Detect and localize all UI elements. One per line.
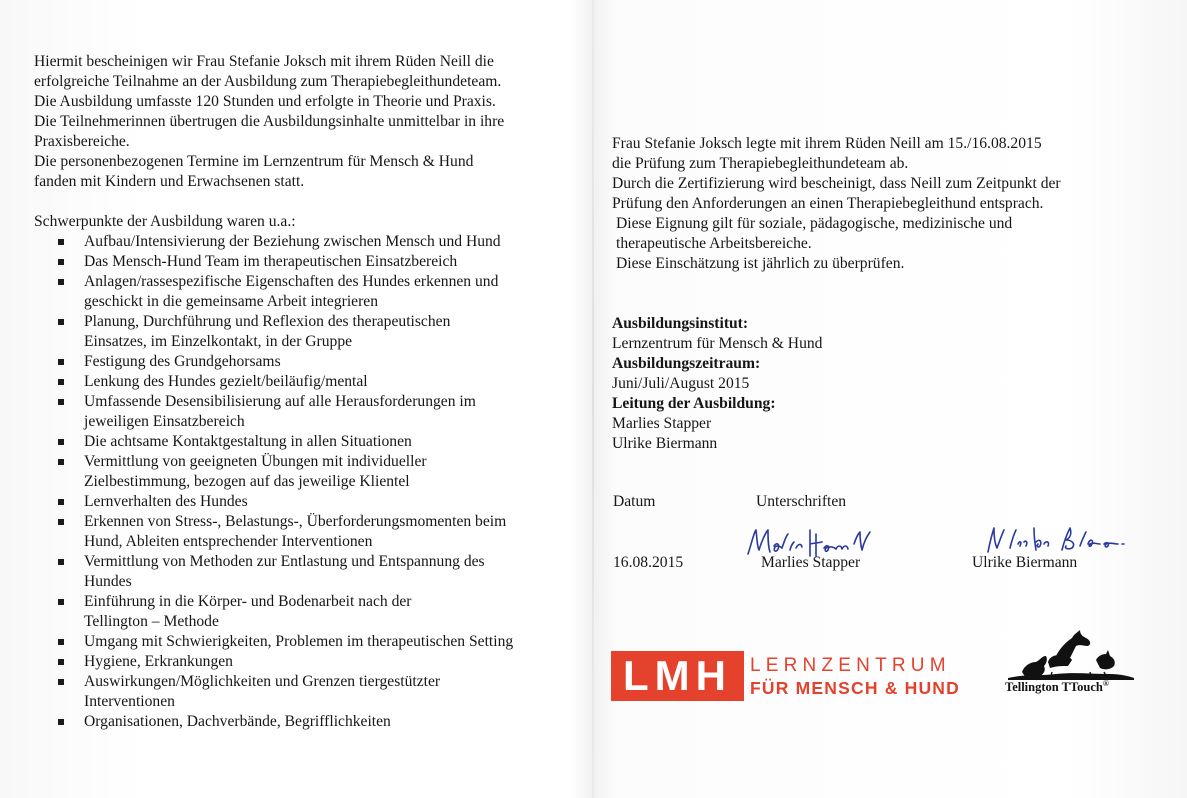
signer-1-name: Marlies Stapper [761, 554, 861, 571]
topic-item [34, 592, 574, 632]
exam-line: Diese Eignung gilt für soziale, pädagogische, medizinische und [616, 215, 1013, 232]
signatures-label: Unterschriften [756, 493, 847, 510]
topic-line: Anlagen/rassespezifische Eigenschaften des Hundes erkennen und [84, 273, 499, 290]
exam-line: Diese Einschätzung ist jährlich zu überprüfen. [616, 255, 905, 272]
topic-line: Die achtsame Kontaktgestaltung in allen Situationen [84, 433, 412, 450]
ttouch-label [1005, 679, 1109, 695]
topic-item [34, 232, 574, 252]
lmh-line-2: FÜR MENSCH & HUND [750, 678, 960, 698]
topic-item [34, 512, 574, 552]
topic-item [34, 312, 574, 352]
topic-line: Hundes [84, 573, 132, 590]
exam-paragraph [612, 134, 1172, 274]
intro-line: erfolgreiche Teilnahme an der Ausbildung zum Therapiebegleithundeteam. [34, 73, 502, 90]
topic-line: Einsatzes, im Einzelkontakt, in der Gruppe [84, 333, 353, 350]
topic-item [34, 372, 574, 392]
date-value: 16.08.2015 [613, 554, 684, 571]
topic-item [34, 552, 574, 592]
intro-line: Die Teilnehmerinnen übertrugen die Ausbildungsinhalte unmittelbar in ihre [34, 113, 505, 130]
topic-line: Umgang mit Schwierigkeiten, Problemen im therapeutischen Setting [84, 633, 514, 650]
training-info [612, 314, 822, 454]
topic-line: Aufbau/Intensivierung der Beziehung zwischen Mensch und Hund [84, 233, 501, 250]
lead-name-2: Ulrike Biermann [612, 435, 718, 452]
topic-item [34, 632, 574, 652]
topic-item [34, 392, 574, 432]
signature-biermann [984, 520, 1134, 556]
topic-line: Hund, Ableiten entsprechender Interventionen [84, 533, 373, 550]
exam-line: Frau Stefanie Joksch legte mit ihrem Rüden Neill am 15./16.08.2015 [612, 135, 1042, 152]
intro-line: Die personenbezogenen Termine im Lernzentrum für Mensch & Hund [34, 153, 474, 170]
topic-item [34, 652, 574, 672]
topic-line: Vermittlung von Methoden zur Entlastung und Entspannung des [84, 553, 485, 570]
exam-line: Prüfung den Anforderungen an einen Therapiebegleithund entsprach. [612, 195, 1044, 212]
lmh-logo [611, 651, 961, 701]
topic-item [34, 352, 574, 372]
institute-value: Lernzentrum für Mensch & Hund [612, 335, 823, 352]
topic-line: Planung, Durchführung und Reflexion des therapeutischen [84, 313, 451, 330]
topic-item [34, 712, 574, 732]
exam-line: therapeutische Arbeitsbereiche. [616, 235, 812, 252]
topic-line: Einführung in die Körper- und Bodenarbeit nach der [84, 593, 412, 610]
topic-item [34, 452, 574, 492]
topic-line: Zielbestimmung, bezogen auf das jeweilige Klientel [84, 473, 410, 490]
topics-title: Schwerpunkte der Ausbildung waren u.a.: [34, 213, 296, 230]
registered-mark: ® [1102, 679, 1109, 688]
topic-line: Erkennen von Stress-, Belastungs-, Überforderungsmomenten beim [84, 513, 507, 530]
institute-label: Ausbildungsinstitut: [612, 315, 749, 332]
topic-item [34, 432, 574, 452]
intro-line: fanden mit Kindern und Erwachsenen statt. [34, 173, 305, 190]
topic-line: Vermittlung von geeigneten Übungen mit individueller [84, 453, 427, 470]
topic-item [34, 672, 574, 712]
signer-2-name: Ulrike Biermann [972, 554, 1078, 571]
topic-line: Lernverhalten des Hundes [84, 493, 248, 510]
lmh-line-1: LERNZENTRUM [750, 655, 951, 676]
period-value: Juni/Juli/August 2015 [612, 375, 750, 392]
topic-line: jeweiligen Einsatzbereich [84, 413, 245, 430]
lmh-mark: LMH [611, 651, 744, 701]
left-column [34, 52, 574, 732]
intro-line: Praxisbereiche. [34, 133, 130, 150]
topic-line: Hygiene, Erkrankungen [84, 653, 233, 670]
exam-line: Durch die Zertifizierung wird bescheinigt, dass Neill zum Zeitpunkt der [612, 175, 1061, 192]
topic-item [34, 252, 574, 272]
topic-item [34, 492, 574, 512]
date-label: Datum [613, 493, 656, 510]
intro-paragraph [34, 52, 574, 192]
lead-name-1: Marlies Stapper [612, 415, 712, 432]
topic-line: Umfassende Desensibilisierung auf alle Herausforderungen im [84, 393, 476, 410]
intro-line: Die Ausbildung umfasste 120 Stunden und erfolgte in Theorie und Praxis. [34, 93, 496, 110]
lead-label: Leitung der Ausbildung: [612, 395, 776, 412]
exam-line: die Prüfung zum Therapiebegleithundeteam ab. [612, 155, 909, 172]
topic-line: Tellington – Methode [84, 613, 219, 630]
topic-item [34, 272, 574, 312]
topic-line: Lenkung des Hundes gezielt/beiläufig/mental [84, 373, 368, 390]
intro-line: Hiermit bescheinigen wir Frau Stefanie Joksch mit ihrem Rüden Neill die [34, 53, 494, 70]
topic-line: Interventionen [84, 693, 175, 710]
ttouch-text: Tellington TTouch [1005, 680, 1103, 695]
topic-line: Organisationen, Dachverbände, Begrifflichkeiten [84, 713, 391, 730]
topics-list [34, 232, 574, 732]
topic-line: Festigung des Grundgehorsams [84, 353, 281, 370]
period-label: Ausbildungszeitraum: [612, 355, 761, 372]
topic-line: geschickt in die gemeinsame Arbeit integrieren [84, 293, 379, 310]
page-fold [592, 0, 594, 798]
lmh-wordmark [750, 655, 960, 699]
topic-line: Auswirkungen/Möglichkeiten und Grenzen tiergestützter [84, 673, 441, 690]
topic-line: Das Mensch-Hund Team im therapeutischen Einsatzbereich [84, 253, 458, 270]
